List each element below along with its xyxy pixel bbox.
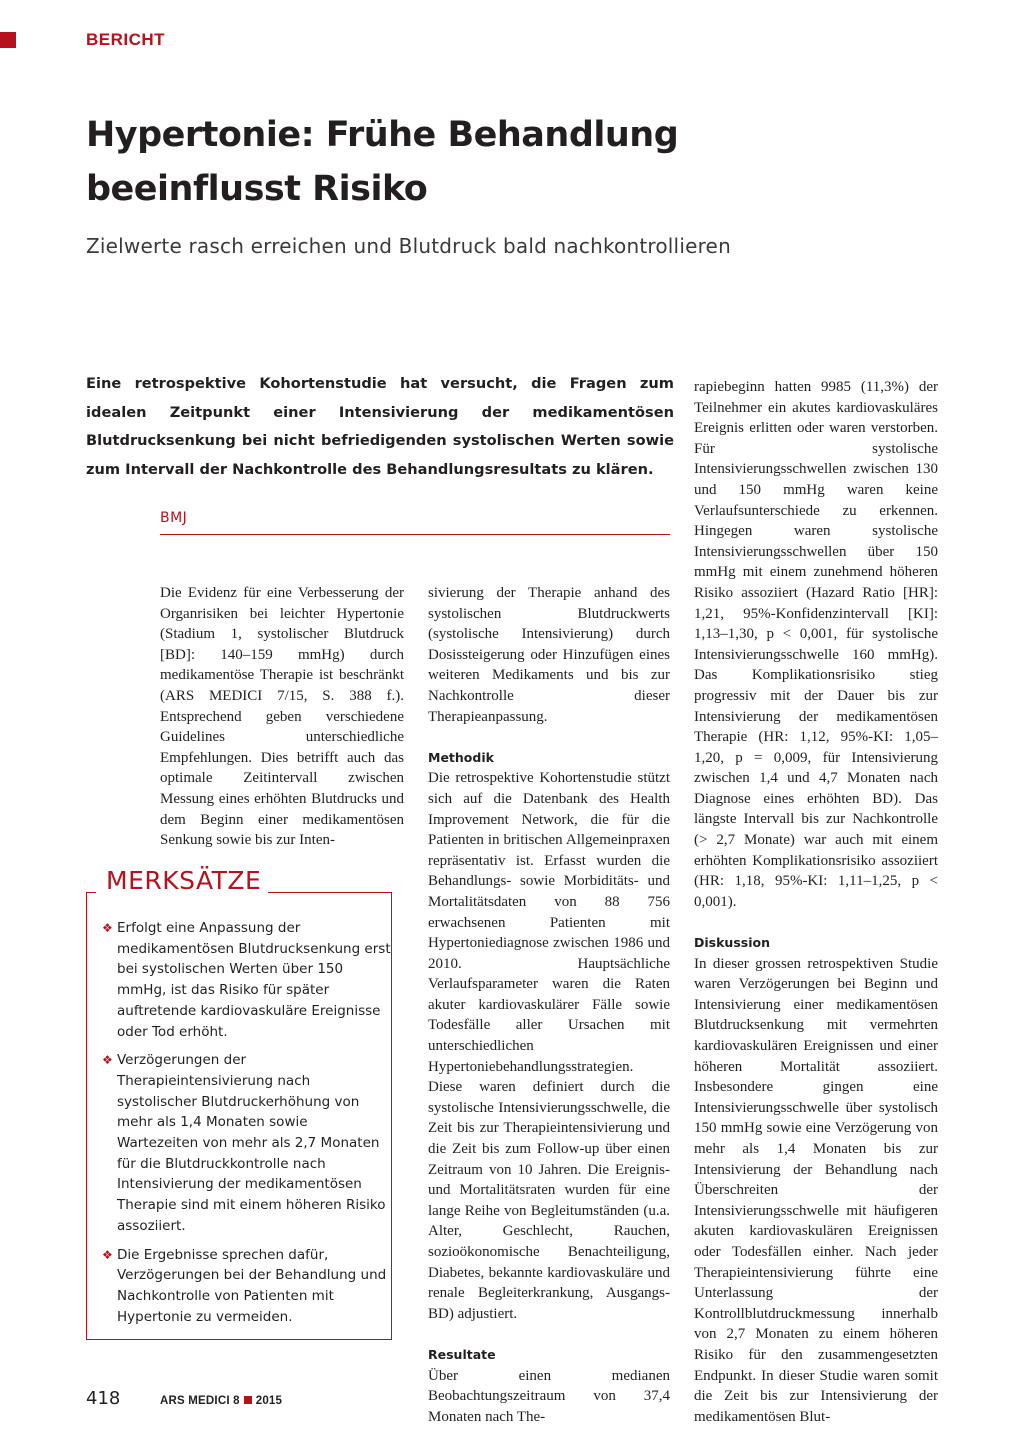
methodik-heading: Methodik — [428, 749, 494, 765]
body-column-1 — [160, 583, 404, 851]
merksatz-item — [102, 918, 392, 1042]
body-column-2 — [428, 583, 670, 1427]
source-divider — [160, 534, 670, 535]
resultate-heading: Resultate — [428, 1346, 496, 1362]
merksaetze-title: MERKSÄTZE — [106, 866, 262, 895]
resultate-paragraph: Über einen medianen Beobachtungszeitraum von 37,4 Monaten nach The- — [428, 1367, 670, 1425]
diskussion-paragraph: In dieser grossen retrospektiven Studie waren Verzögerungen bei Beginn und Intensivierung einer medikamentösen Blutdrucksenkung mit vermehrten kardiovaskulären Ereignissen und einer höheren Mortalität assoziiert. Insbesondere gingen eine Intensivierungsschwelle über systolisch 150 mmHg sowie eine Verzögerung von mehr als 1,4 Monaten bis zur Intensivierung der Behandlung nach Überschreiten der Intensivierungsschwelle mit häufigeren akuten kardiovaskulären Ereignissen oder Todesfällen einher. Nach jeder Therapieintensivierung führte eine Unterlassung der Kontrollblutdruckmessung innerhalb von 2,7 Monaten zu einem höheren Risiko für den zusammengesetzten Endpunkt. In dieser Studie waren somit die Zeit bis zur Intensivierung der medikamentösen Blut- — [694, 955, 938, 1425]
article-source: BMJ — [160, 510, 188, 526]
article-lead: Eine retrospektive Kohortenstudie hat versucht, die Fragen zum idealen Zeitpunkt einer Intensivierung der medikamentösen Blutdrucksenkung bei nicht befriedigenden systolischen Werten sowie zum Intervall der Nachkontrolle des Behandlungsresultats zu klären. — [86, 375, 674, 478]
resultate-paragraph-continued: rapiebeginn hatten 9985 (11,3%) der Teilnehmer ein akutes kardiovaskuläres Ereignis erlitten oder waren verstorben. Für systolische Intensivierungsschwellen zwischen 130 und 150 mmHg waren keine Verlaufsunterschiede zu erkennen. Hingegen waren systolische Intensivierungsschwellen über 150 mmHg mit einem zunehmend höheren Risiko assoziiert (Hazard Ratio [HR]: 1,21, 95%-Konfidenzintervall [KI]: 1,13–1,30, p < 0,001, für systolische Intensivierungsschwelle 160 mmHg). Das Komplikationsrisiko stieg progressiv mit der Dauer bis zur Intensivierung der medikamentösen Therapie (HR: 1,12, 95%-KI: 1,05–1,20, p = 0,009, für Intensivierung zwischen 1,4 und 4,7 Monaten nach Diagnose eines erhöhten BD). Das längste Intervall bis zur Nachkontrolle (> 2,7 Monate) war auch mit einem erhöhten Komplikationsrisiko assoziiert (HR: 1,18, 95%-KI: 1,11–1,25, p < 0,001). — [694, 379, 938, 910]
section-label: BERICHT — [86, 30, 166, 49]
journal-year: 2015 — [255, 1395, 283, 1407]
merksatz-text: Die Ergebnisse sprechen dafür, Verzögerungen bei der Behandlung und Nachkontrolle von Patienten mit Hypertonie zu vermeiden. — [117, 1246, 387, 1325]
intro-paragraph: Die Evidenz für eine Verbesserung der Organrisiken bei leichter Hypertonie (Stadium 1, systolischer Blutdruck [BD]: 140–159 mmHg) durch medikamentöse Therapie ist beschränkt (ARS MEDICI 7/15, S. 388 f.). Entsprechend geben verschiedene Guidelines unterschiedliche Empfehlungen. Dies betrifft auch das optimale Zeitintervall zwischen Messung eines erhöhten Blutdrucks und dem Beginn einer medikamentösen Senkung sowie bis zur Inten- — [160, 585, 404, 849]
merksatz-item — [102, 1050, 392, 1236]
diskussion-heading: Diskussion — [694, 935, 770, 951]
merksatz-text: Verzögerungen der Therapieintensivierung nach systolischer Blutdruckerhöhung von mehr als 1,4 Monaten sowie Wartezeiten von mehr als 2,7 Monaten für die Blutdruckkontrolle nach Intensivierung der medikamentösen Therapie sind mit einem höheren Risiko assoziiert. — [117, 1052, 386, 1234]
diamond-bullet-icon: ❖ — [102, 921, 113, 935]
footer-journal-info — [160, 1395, 282, 1407]
article-subtitle: Zielwerte rasch erreichen und Blutdruck bald nachkontrollieren — [86, 234, 731, 258]
title-line-2: beeinflusst Risiko — [86, 169, 428, 209]
intro-paragraph-continued: sivierung der Therapie anhand des systolischen Blutdruckwerts (systolische Intensivierung) durch Dosissteigerung oder Hinzufügen eines weiteren Medikaments und bis zur Nachkontrolle dieser Therapieanpassung. — [428, 585, 670, 725]
journal-name: ARS MEDICI 8 — [160, 1395, 240, 1407]
section-marker — [0, 32, 16, 48]
merksaetze-rule-right — [268, 892, 392, 893]
article-title — [86, 108, 786, 216]
body-column-3 — [694, 377, 938, 1427]
merksaetze-list — [102, 918, 392, 1335]
page-number: 418 — [86, 1388, 121, 1409]
merksaetze-rule-left — [86, 892, 96, 893]
merksatz-item — [102, 1245, 392, 1328]
title-line-1: Hypertonie: Frühe Behandlung — [86, 115, 679, 155]
diamond-bullet-icon: ❖ — [102, 1053, 113, 1068]
methodik-paragraph: Die retrospektive Kohortenstudie stützt sich auf die Datenbank des Health Improvement Network, die für die Patienten in britischen Allgemeinpraxen repräsentativ ist. Erfasst wurden die Behandlungs- sowie Morbiditäts- und Mortalitätsdaten von 88 756 erwachsenen Patienten mit Hypertoniediagnose zwischen 1986 und 2010. Hauptsächliche Verlaufsparameter waren die Raten akuter kardiovaskulärer Fälle sowie Todesfälle aller Ursachen mit unterschiedlichen Hypertoniebehandlungsstrategien. Diese waren definiert durch die systolische Intensivierungsschwelle, die Zeit bis zur Therapieintensivierung und die Zeit bis zum Follow-up über einen Zeitraum von 10 Jahren. Die Ereignis- und Mortalitätsraten wurden für eine lange Reihe von Begleitumständen (u.a. Alter, Geschlecht, Rauchen, sozioökonomische Benachteiligung, Diabetes, bekannte kardiovaskuläre und renale Begleiterkrankung, Ausgangs-BD) adjustiert. — [428, 770, 670, 1322]
diamond-bullet-icon: ❖ — [102, 1247, 113, 1262]
footer-square-icon — [244, 1396, 252, 1404]
merksatz-text: Erfolgt eine Anpassung der medikamentösen Blutdrucksenkung erst bei systolischen Werten über 150 mmHg, ist das Risiko für später auftretende kardiovaskuläre Ereignisse oder Tod erhöht. — [117, 920, 391, 1040]
